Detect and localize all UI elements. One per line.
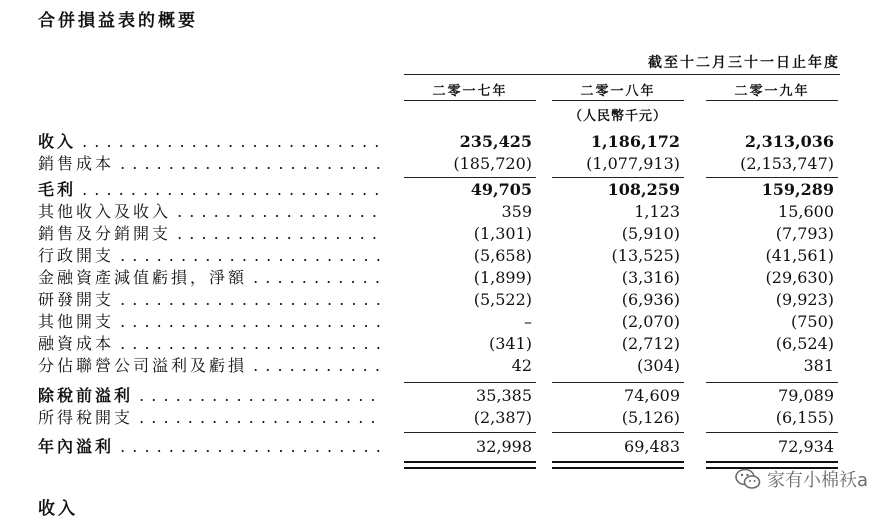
subtotal-rule bbox=[552, 382, 684, 383]
row-value: (6,155) bbox=[775, 408, 834, 427]
subtotal-rule bbox=[706, 432, 838, 433]
watermark-text: 家有小棉袄a bbox=[766, 470, 868, 491]
row-label: 銷售成本 . . . bbox=[38, 153, 383, 175]
row-value: 159,289 bbox=[761, 180, 834, 199]
year-rule bbox=[706, 100, 838, 101]
row-label: 所得稅開支 . . . bbox=[38, 407, 383, 429]
row-value: 381 bbox=[803, 356, 834, 375]
row-value: (304) bbox=[636, 356, 680, 375]
row-value: 49,705 bbox=[470, 180, 532, 199]
row-value: (2,712) bbox=[621, 334, 680, 353]
row-value: 108,259 bbox=[607, 180, 680, 199]
table-row bbox=[38, 179, 838, 201]
row-value: (5,126) bbox=[621, 408, 680, 427]
subtotal-rule bbox=[706, 177, 838, 178]
row-label: 金融資產減值虧損，淨額 . . . bbox=[38, 267, 383, 289]
row-label: 除稅前溢利 . . . bbox=[38, 385, 383, 407]
table-row bbox=[38, 267, 838, 289]
table-row bbox=[38, 355, 838, 377]
subtotal-rule bbox=[706, 382, 838, 383]
wechat-icon bbox=[735, 468, 761, 490]
table-row bbox=[38, 333, 838, 355]
table-row bbox=[38, 153, 838, 175]
table-row bbox=[38, 223, 838, 245]
row-label: 研發開支 . . . bbox=[38, 289, 383, 311]
row-value: (5,910) bbox=[621, 224, 680, 243]
row-value: (341) bbox=[488, 334, 532, 353]
row-value: (9,923) bbox=[775, 290, 834, 309]
year-header-2018: 二零一八年 bbox=[580, 84, 656, 99]
row-value: (41,561) bbox=[765, 246, 834, 265]
year-rule bbox=[552, 100, 684, 101]
row-label: 銷售及分銷開支 . . . bbox=[38, 223, 383, 245]
row-value: (1,301) bbox=[473, 224, 532, 243]
year-header-2019: 二零一九年 bbox=[734, 84, 810, 99]
subtotal-rule bbox=[404, 382, 536, 383]
row-label: 毛利 . . . bbox=[38, 179, 383, 201]
subtotal-rule bbox=[552, 177, 684, 178]
row-value: 72,934 bbox=[778, 437, 834, 456]
row-label: 行政開支 . . . bbox=[38, 245, 383, 267]
total-double-rule bbox=[404, 461, 536, 469]
row-value: 1,186,172 bbox=[590, 132, 680, 151]
row-value: (1,899) bbox=[473, 268, 532, 287]
row-label: 其他收入及收入 . . . bbox=[38, 201, 383, 223]
subtotal-rule bbox=[404, 432, 536, 433]
row-value: (13,525) bbox=[611, 246, 680, 265]
row-value: 15,600 bbox=[778, 202, 834, 221]
row-value: (2,153,747) bbox=[740, 154, 834, 173]
row-value: 79,089 bbox=[778, 386, 834, 405]
row-value: (5,658) bbox=[473, 246, 532, 265]
table-row bbox=[38, 436, 838, 458]
row-label: 融資成本 . . . bbox=[38, 333, 383, 355]
row-value: (2,070) bbox=[621, 312, 680, 331]
row-value: 1,123 bbox=[634, 202, 680, 221]
year-header-2017: 二零一七年 bbox=[432, 84, 508, 99]
row-value: 32,998 bbox=[476, 437, 532, 456]
subtotal-rule bbox=[404, 177, 536, 178]
row-value: (29,630) bbox=[765, 268, 834, 287]
page-title: 合併損益表的概要 bbox=[38, 11, 198, 31]
table-row bbox=[38, 289, 838, 311]
section-title-revenue: 收入 bbox=[38, 499, 78, 519]
total-double-rule bbox=[552, 461, 684, 469]
row-label: 年內溢利 . . . bbox=[38, 436, 383, 458]
row-value: 235,425 bbox=[459, 132, 532, 151]
watermark bbox=[735, 466, 868, 492]
row-value: (6,524) bbox=[775, 334, 834, 353]
table-row bbox=[38, 385, 838, 407]
row-value: 42 bbox=[511, 356, 532, 375]
row-value: (750) bbox=[790, 312, 834, 331]
period-header: 截至十二月三十一日止年度 bbox=[648, 55, 840, 71]
row-value: (7,793) bbox=[775, 224, 834, 243]
period-rule bbox=[404, 74, 840, 75]
row-value: 35,385 bbox=[476, 386, 532, 405]
unit-label: （人民幣千元） bbox=[568, 109, 667, 124]
row-value: 2,313,036 bbox=[744, 132, 834, 151]
row-label: 其他開支 . . . bbox=[38, 311, 383, 333]
row-value: (1,077,913) bbox=[586, 154, 680, 173]
row-value: – bbox=[524, 312, 532, 331]
table-row bbox=[38, 311, 838, 333]
subtotal-rule bbox=[552, 432, 684, 433]
row-label: 收入 . . . bbox=[38, 131, 383, 153]
row-value: 359 bbox=[501, 202, 532, 221]
row-value: (5,522) bbox=[473, 290, 532, 309]
row-value: 69,483 bbox=[624, 437, 680, 456]
row-value: 74,609 bbox=[624, 386, 680, 405]
year-rule bbox=[404, 100, 536, 101]
table-row bbox=[38, 245, 838, 267]
row-label: 分佔聯營公司溢利及虧損 . . . bbox=[38, 355, 383, 377]
table-row bbox=[38, 201, 838, 223]
table-row bbox=[38, 407, 838, 429]
row-value: (3,316) bbox=[621, 268, 680, 287]
row-value: (2,387) bbox=[473, 408, 532, 427]
row-value: (185,720) bbox=[453, 154, 532, 173]
table-row bbox=[38, 131, 838, 153]
row-value: (6,936) bbox=[621, 290, 680, 309]
